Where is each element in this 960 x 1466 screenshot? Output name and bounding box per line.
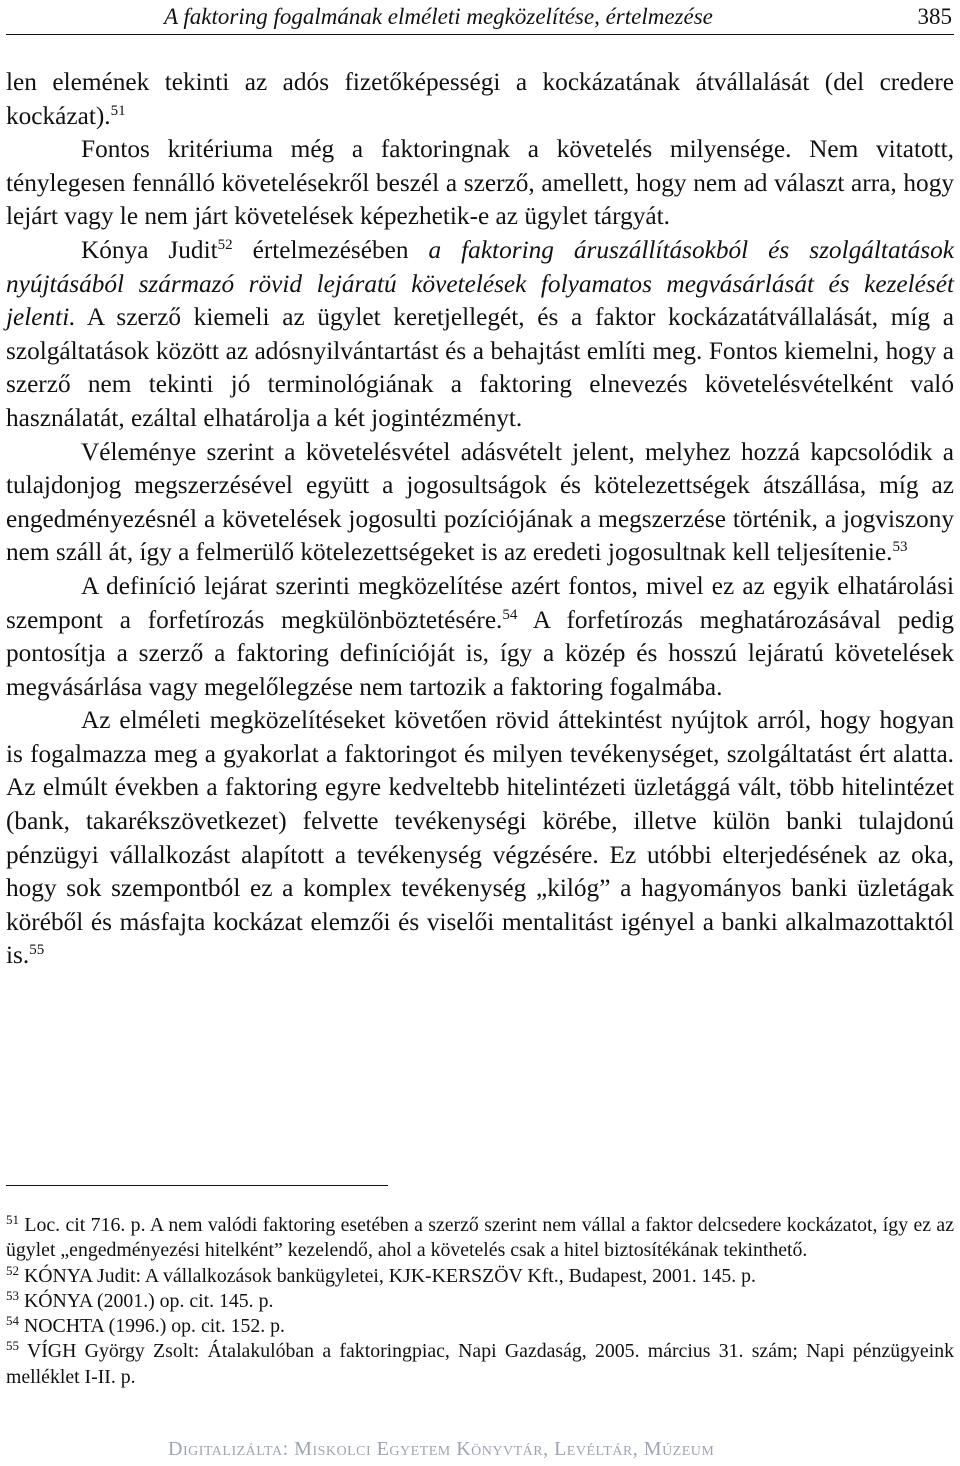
paragraph-6 — [6, 704, 954, 973]
paragraph-4-text: Véleménye szerint a követelésvétel adásvételt jelent, melyhez hozzá kapcsolódik a tulajdonjog megszerzésével együtt a jogosultságok és kötelezettségek átszállása, míg az engedményezésnél a követelések jogosulti pozíciójának a megszerzése történik, a jogviszony nem száll át, így a felmerülő kötelezettségeket is az eredeti jogosultnak kell teljesítenie. — [6, 437, 954, 567]
footnote-ref-53[interactable]: 53 — [892, 539, 908, 556]
footnote-51 — [6, 1213, 954, 1264]
footnote-text: VÍGH György Zsolt: Átalakulóban a faktoringpiac, Napi Gazdaság, 2005. március 31. szám; Napi pénzügyeink melléklet I-II. p. — [6, 1340, 954, 1388]
paragraph-6-text: Az elméleti megközelítéseket követően rövid áttekintést nyújtok arról, hogy hogyan is fogalmazza meg a gyakorlat a faktoringot és milyen tevékenységet, szolgáltatást ért alatta. Az elmúlt években a faktoring egyre kedveltebb hitelintézeti üzletággá vált, több hitelintézet (bank, takarékszövetkezet) felvette tevékenységi körébe, illetve külön banki tulajdonú pénzügyi vállalkozást alapított a tevékenység végzésére. Ez utóbbi elterjedésének az oka, hogy sok szempontból ez a komplex tevékenység „kilóg” a hagyományos banki üzletágak köréből és másfajta kockázat elemzői és viselői mentalitást igényel a banki alkalmazottaktól is. — [6, 706, 954, 970]
footnotes — [6, 1213, 954, 1390]
footnote-text: NOCHTA (1996.) op. cit. 152. p. — [23, 1315, 286, 1338]
paragraph-3-text-b: A szerző kiemeli az ügylet keretjellegét, és a faktor kockázatátvállalását, míg a szolgáltatások között az adósnyilvántartást és a behajtást említi meg. Fontos kiemelni, hogy a szerző nem tekinti jó terminológiának a faktoring elnevezés követelésvételként való használatát, ezáltal elhatárolja a két jogintézményt. — [6, 303, 954, 432]
running-header — [6, 2, 954, 35]
footnote-52 — [6, 1264, 954, 1289]
footnote-53 — [6, 1289, 954, 1314]
footnote-55 — [6, 1339, 954, 1390]
footnote-ref-55[interactable]: 55 — [29, 942, 45, 959]
footnote-ref-51[interactable]: 51 — [110, 102, 126, 119]
footnote-number: 52 — [6, 1262, 19, 1278]
paragraph-3 — [6, 234, 954, 436]
footnote-number: 53 — [6, 1287, 19, 1303]
paragraph-3-author: Kónya Judit — [81, 235, 218, 264]
footnote-54 — [6, 1314, 954, 1339]
paragraph-4 — [6, 436, 954, 570]
paragraph-1 — [6, 66, 954, 133]
main-text — [6, 66, 954, 973]
footnote-separator — [6, 1185, 388, 1186]
paragraph-3-text-a: értelmezésében — [232, 235, 429, 264]
footnote-text: KÓNYA (2001.) op. cit. 145. p. — [23, 1289, 274, 1312]
paragraph-3-definition: a faktoring áruszállításokból és szolgáltatások nyújtásából származó rövid lejáratú követelések folyamatos megvásárlását és kezelését jelenti. — [6, 235, 954, 332]
paragraph-1-text: len elemének tekinti az adós fizetőképességi a kockázatának átvállalását (del credere kockázat). — [6, 68, 954, 130]
paragraph-2: Fontos kritériuma még a faktoringnak a követelés milyensége. Nem vitatott, ténylegesen fennálló követelésekről beszél a szerző, amellett, hogy nem ad választ arra, hogy lejárt vagy le nem járt követelések képezhetik-e az ügylet tárgyát. — [6, 135, 954, 231]
paragraph-5-text-b: A forfetírozás meghatározásával pedig pontosítja a szerző a faktoring definícióját is, így a közép és hosszú lejáratú követelések megvásárlása vagy megelőlegzése nem tartozik a faktoring fogalmába. — [6, 605, 954, 701]
footnote-text: Loc. cit 716. p. A nem valódi faktoring esetében a szerző szerint nem vállal a faktor delcsedere kockázatot, így ez az ügylet „engedményezési hitelként” kezelendő, ahol a követelés csak a hitel biztosítékának tekinthető. — [6, 1214, 954, 1262]
paragraph-5 — [6, 570, 954, 704]
page-number: 385 — [917, 4, 952, 29]
footnote-text: KÓNYA Judit: A vállalkozások bankügyletei, KJK-KERSZÖV Kft., Budapest, 2001. 145. p. — [23, 1264, 756, 1287]
footnote-number: 51 — [6, 1212, 19, 1227]
running-title: A faktoring fogalmának elméleti megközelítése, értelmezése — [164, 4, 713, 29]
footnote-number: 54 — [6, 1313, 19, 1329]
paragraph-5-text-a: A definíció lejárat szerinti megközelítése azért fontos, mivel ez az egyik elhatárolási szempont a forfetírozás megkülönböztetésére. — [6, 571, 954, 634]
digitization-watermark: Digitalizálta: Miskolci Egyetem Könyvtár, Levéltár, Múzeum — [168, 1438, 715, 1460]
footnote-ref-54[interactable]: 54 — [502, 606, 518, 623]
footnote-ref-52[interactable]: 52 — [217, 236, 233, 253]
footnote-number: 55 — [6, 1338, 19, 1354]
